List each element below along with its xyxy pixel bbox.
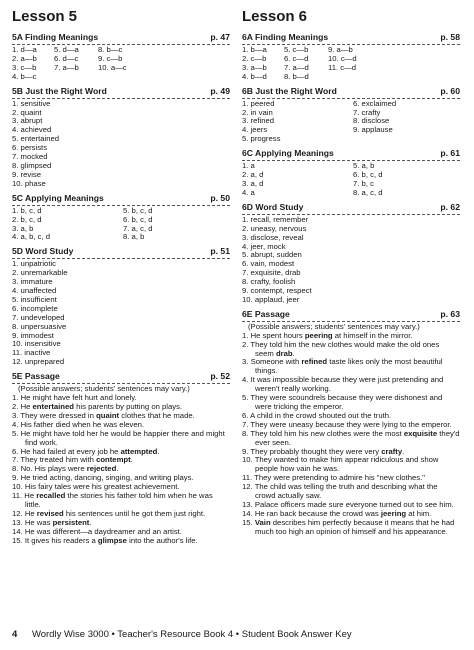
answer-number: 9. [12, 473, 19, 483]
answer-keyword: attempted [120, 446, 158, 456]
footer-title: Wordly Wise 3000 • Teacher's Resource Book 4 • Student Book Answer Key [31, 629, 352, 640]
answer-text: He spent hours [250, 330, 305, 340]
answer-item: 7. crafty [353, 107, 381, 117]
answer-column [242, 162, 349, 198]
section-title: 6D Word Study [242, 201, 304, 212]
answer-number: 6. [242, 410, 249, 420]
lesson-5-column [12, 8, 230, 546]
section-6c-header [242, 148, 460, 161]
section-title: 6B Just the Right Word [242, 85, 337, 96]
section-6a-answers [242, 46, 460, 82]
answer-item: 6. persists [12, 143, 48, 153]
passage-answer [12, 492, 230, 510]
lesson-title: Lesson 6 [242, 8, 308, 25]
passage-answer [242, 456, 460, 474]
answer-number: 8. [12, 464, 19, 474]
answer-item: 2. a—b [12, 53, 37, 63]
answer-text: They wanted to make him appear ridiculous and show people how vain he was. [254, 455, 439, 474]
answer-item: 1. d—a [12, 45, 37, 54]
answer-item: 9. immodest [12, 330, 54, 340]
answer-keyword: exquisite [403, 428, 438, 438]
section-5b-header [12, 86, 230, 99]
answer-text: . [116, 464, 119, 474]
page-ref: p. 47 [210, 32, 230, 42]
passage-answer [242, 341, 460, 359]
answer-text: taste likes only the most beautiful things. [255, 357, 443, 376]
answer-item: 3. a, d [242, 178, 264, 188]
answer-text: his sentences until he got them just right. [63, 508, 206, 518]
answer-number: 10. [12, 482, 23, 492]
answer-text: . [292, 348, 295, 358]
section-5e-header [12, 371, 230, 384]
page-ref: p. 58 [440, 32, 460, 42]
answer-text: describes him perfectly because it means that he had much too high an opinion of himself and his appearance. [255, 517, 455, 536]
answer-item: 9. a—b [328, 45, 353, 54]
answer-item: 6. b, c, d [353, 170, 383, 180]
answer-text: Palace officers made sure everyone turned out to see him. [254, 499, 454, 509]
answer-item: 10. applaud, jeer [242, 294, 300, 304]
answer-number: 2. [12, 402, 19, 411]
answer-keyword: contempt [96, 455, 131, 465]
answer-item: 11. c—d [328, 62, 357, 72]
answer-text: the stories his father told him when he was little. [25, 491, 213, 509]
answer-text: They were pretending to admire his "new clothes." [254, 473, 425, 483]
answer-item: 8. a, c, d [353, 187, 383, 197]
answer-number: 15. [242, 517, 253, 527]
answer-number: 14. [242, 508, 253, 518]
answer-number: 14. [12, 526, 23, 536]
passage-answer [242, 519, 460, 537]
section-6b-answers [242, 100, 460, 145]
answer-keyword: crafty [381, 446, 403, 456]
answer-item: 3. a—b [242, 62, 267, 72]
answer-number: 13. [242, 499, 253, 509]
answer-item: 7. b, c [353, 178, 374, 188]
section-title: 5D Word Study [12, 246, 74, 257]
page-ref: p. 62 [440, 201, 460, 212]
answer-item: 2. in vain [242, 107, 273, 117]
answer-column [54, 46, 96, 82]
answer-text: He tried acting, dancing, singing, and writing plays. [20, 473, 194, 483]
answer-number: 12. [12, 508, 23, 518]
page-ref: p. 52 [210, 371, 230, 382]
passage-answer [242, 430, 460, 448]
answer-column [242, 46, 282, 82]
answer-text: He had failed at every job he [20, 446, 121, 456]
answer-text: They were uneasy because they were lying to the emperor. [250, 419, 452, 429]
answer-number: 3. [242, 357, 249, 367]
answer-column [123, 207, 230, 243]
answer-number: 5. [242, 393, 249, 403]
answer-item: 4. jeer, mock [242, 241, 286, 251]
answer-text: He was different—a daydreamer and an artist. [24, 526, 182, 536]
page-number: 4 [12, 629, 18, 640]
answer-keyword: persistent [52, 517, 90, 527]
answer-column [12, 46, 52, 82]
answer-column [98, 46, 138, 82]
answer-item: 2. a, d [242, 170, 264, 180]
section-title: 6C Applying Meanings [242, 148, 334, 159]
answer-item: 7. mocked [12, 152, 48, 162]
answer-item: 8. crafty, foolish [242, 277, 296, 287]
page-ref: p. 63 [440, 308, 460, 319]
section-5c-answers [12, 207, 230, 243]
answer-item: 1. recall, remember [242, 214, 309, 224]
answer-item: 6. incomplete [12, 303, 58, 313]
answer-keyword: refined [301, 357, 328, 367]
answer-number: 7. [242, 419, 249, 429]
answer-text: His fairy tales were his greatest achievement. [24, 482, 180, 492]
answer-item: 12. unprepared [12, 357, 65, 367]
answer-item: 3. c—b [12, 62, 37, 72]
section-5a-answers [12, 46, 230, 82]
answer-item: 1. peered [242, 98, 275, 108]
answer-text: He [20, 402, 33, 411]
answer-number: 11. [12, 491, 23, 501]
answer-item: 9. contempt, respect [242, 286, 312, 296]
answer-number: 7. [12, 455, 19, 465]
answer-item: 6. b, c, d [123, 214, 153, 224]
page-ref: p. 60 [440, 85, 460, 96]
section-5e-answers [12, 394, 230, 545]
answer-number: 5. [12, 428, 19, 438]
answer-number: 4. [12, 419, 19, 429]
section-5d-answers [12, 260, 230, 367]
answer-item: 1. sensitive [12, 98, 51, 108]
answer-text: at him. [406, 508, 432, 518]
answer-number: 8. [242, 428, 249, 438]
section-title: 5E Passage [12, 371, 60, 382]
answer-item: 6. d—c [54, 53, 79, 63]
section-6c-answers [242, 162, 460, 198]
passage-answer [242, 358, 460, 376]
answer-number: 3. [12, 410, 19, 420]
answer-number: 1. [242, 330, 249, 340]
section-title: 6E Passage [242, 308, 290, 319]
section-6e-answers [242, 332, 460, 537]
answer-item: 3. abrupt [12, 116, 43, 126]
answer-item: 4. b—d [242, 71, 267, 81]
answer-text: at himself in the mirror. [332, 330, 413, 340]
answer-item: 5. abrupt, sudden [242, 250, 302, 260]
answer-item: 8. disclose [353, 116, 390, 126]
answer-text: They were scoundrels because they were dishonest and were tricking the emperor. [250, 393, 443, 411]
answer-column [242, 100, 349, 145]
answer-item: 8. a, b [123, 232, 145, 242]
answer-note: (Possible answers; students' sentences may vary.) [18, 384, 190, 394]
answer-text: His father died when he was eleven. [20, 419, 145, 429]
answer-text: He might have told her he would be happier there and might find work. [20, 428, 225, 447]
answer-text: They probably thought they were very [250, 446, 382, 456]
answer-item: 10. phase [12, 178, 46, 188]
section-title: 5C Applying Meanings [12, 192, 104, 203]
answer-note: (Possible answers; students' sentences may vary.) [248, 321, 420, 331]
answer-item: 1. unpatriotic [12, 259, 57, 269]
answer-item: 5. insufficient [12, 294, 57, 304]
answer-number: 10. [242, 455, 253, 465]
answer-item: 4. jeers [242, 125, 268, 135]
answer-item: 5. d—a [54, 45, 79, 54]
answer-item: 8. b—d [284, 71, 309, 81]
answer-text: Someone with [250, 357, 302, 367]
answer-text: He ran back because the crowd was [254, 508, 381, 518]
answer-column [12, 207, 119, 243]
answer-item: 5. progress [242, 134, 281, 144]
section-5a-header [12, 32, 230, 45]
answer-item: 3. immature [12, 277, 53, 287]
answer-keyword: glimpse [97, 535, 127, 545]
answer-item: 10. c—d [328, 53, 357, 63]
answer-item: 3. refined [242, 116, 275, 126]
answer-keyword: entertained [32, 402, 74, 411]
answer-item: 1. a [242, 161, 255, 171]
section-6b-header [242, 86, 460, 99]
answer-text: They were dressed in [20, 410, 97, 420]
answer-text: They told him his new clothes were the most [250, 428, 404, 438]
answer-text: They treated him with [20, 455, 97, 465]
answer-text: He was [24, 517, 53, 527]
answer-number: 6. [12, 446, 19, 456]
answer-text: into the author's life. [126, 535, 198, 545]
answer-keyword: Vain [254, 517, 271, 527]
answer-item: 9. applause [353, 125, 393, 135]
answer-item: 9. revise [12, 169, 42, 179]
answer-item: 7. undeveloped [12, 312, 65, 322]
page-ref: p. 51 [210, 246, 230, 257]
section-6d-answers [242, 216, 460, 305]
answer-number: 15. [12, 535, 23, 545]
answer-item: 7. exquisite, drab [242, 268, 301, 278]
answer-item: 11. inactive [12, 348, 51, 358]
answer-number: 13. [12, 517, 23, 527]
answer-number: 11. [242, 473, 253, 483]
answer-text: . [402, 446, 405, 456]
answer-item: 7. a—b [54, 62, 79, 72]
section-5b-answers [12, 100, 230, 189]
answer-item: 8. glimpsed [12, 160, 52, 170]
answer-column [284, 46, 326, 82]
answer-item: 4. achieved [12, 125, 52, 135]
answer-text: . [89, 517, 92, 527]
answer-item: 9. c—b [98, 53, 123, 63]
answer-number: 2. [242, 339, 249, 349]
answer-number: 12. [242, 482, 253, 492]
answer-keyword: peering [304, 330, 333, 340]
answer-text: . [130, 455, 133, 465]
answer-text: He [24, 508, 37, 518]
answer-text: It was impossible because they were just pretending and weren't really working. [250, 375, 444, 394]
answer-number: 4. [242, 375, 249, 385]
section-6d-header [242, 202, 460, 215]
answer-item: 4. a, b, c, d [12, 232, 51, 242]
page-ref: p. 49 [210, 85, 230, 96]
answer-number: 1. [12, 393, 19, 403]
section-title: 5B Just the Right Word [12, 85, 107, 96]
answer-item: 4. unaffected [12, 286, 57, 296]
answer-text: The child was telling the truth and describing what the crowd actually saw. [254, 482, 438, 501]
answer-item: 2. c—b [242, 53, 267, 63]
answer-item: 6. c—d [284, 53, 309, 63]
answer-text: they'd ever seen. [255, 428, 460, 447]
passage-answer [242, 394, 460, 412]
answer-item: 10. a—c [98, 62, 127, 72]
answer-text: . [157, 446, 160, 456]
passage-answer [242, 376, 460, 394]
passage-answer [12, 537, 230, 546]
answer-text: He might have felt hurt and lonely. [20, 393, 137, 403]
answer-item: 3. disclose, reveal [242, 232, 304, 242]
page-ref: p. 61 [440, 148, 460, 159]
answer-item: 6. exclaimed [353, 98, 397, 108]
answer-text: A child in the crowd shouted out the truth. [250, 410, 392, 420]
answer-column [353, 162, 460, 198]
answer-text: He [24, 491, 37, 501]
answer-item: 8. unpersuasive [12, 321, 67, 331]
answer-item: 4. a [242, 187, 255, 197]
answer-item: 2. quaint [12, 107, 42, 117]
answer-keyword: quaint [96, 410, 120, 420]
answer-item: 2. unremarkable [12, 268, 68, 278]
answer-keyword: rejected [86, 464, 117, 474]
answer-keyword: recalled [36, 491, 66, 501]
answer-item: 8. b—c [98, 45, 123, 54]
answer-item: 1. b, c, d [12, 205, 42, 215]
answer-keyword: drab [275, 348, 293, 358]
page-ref: p. 50 [210, 192, 230, 203]
passage-answer [12, 430, 230, 448]
section-title: 5A Finding Meanings [12, 32, 99, 42]
answer-column [353, 100, 460, 145]
answer-item: 2. uneasy, nervous [242, 223, 307, 233]
answer-item: 2. b, c, d [12, 214, 42, 224]
lesson-6-column [242, 8, 460, 537]
answer-item: 7. a—d [284, 62, 309, 72]
passage-answer [242, 483, 460, 501]
section-5d-header [12, 246, 230, 259]
answer-item: 6. vain, modest [242, 259, 295, 269]
answer-item: 5. b, c, d [123, 205, 153, 215]
answer-column [328, 46, 368, 82]
lesson-title: Lesson 5 [12, 8, 78, 25]
answer-text: his parents by putting on plays. [73, 402, 183, 411]
answer-item: 5. c—b [284, 45, 309, 54]
answer-text: clothes that he made. [119, 410, 195, 420]
section-5c-header [12, 193, 230, 206]
answer-text: It gives his readers a [24, 535, 98, 545]
answer-text: They told him the new clothes would make the old ones seem [250, 339, 440, 358]
answer-item: 10. insensitive [12, 339, 61, 349]
answer-item: 4. b—c [12, 71, 37, 81]
answer-item: 7. a, c, d [123, 223, 153, 233]
answer-item: 1. b—a [242, 45, 267, 54]
answer-item: 5. a, b [353, 161, 375, 171]
answer-text: No. His plays were [20, 464, 87, 474]
section-6e-header [242, 309, 460, 322]
answer-keyword: revised [36, 508, 64, 518]
page-footer [12, 629, 352, 640]
answer-number: 9. [242, 446, 249, 456]
answer-item: 3. a, b [12, 223, 34, 233]
section-title: 6A Finding Meanings [242, 32, 329, 42]
answer-item: 5. entertained [12, 134, 60, 144]
section-6a-header [242, 32, 460, 45]
answer-keyword: jeering [380, 508, 407, 518]
